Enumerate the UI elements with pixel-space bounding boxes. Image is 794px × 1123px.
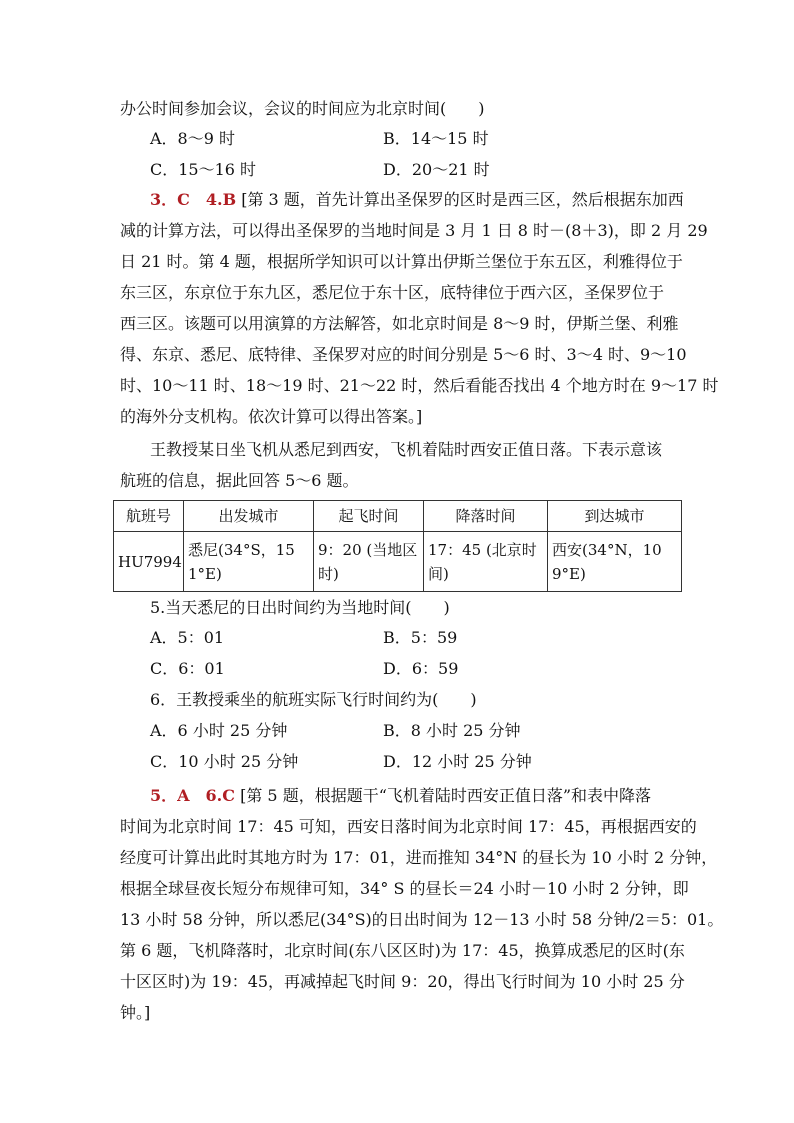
- explanation-line: 十区区时)为 19：45，再减掉起飞时间 9：20，得出飞行时间为 10 小时 25 分: [120, 972, 685, 991]
- answer-3-4-first-line: [150, 188, 710, 212]
- explanation-line: 13 小时 58 分钟，所以悉尼(34°S)的日出时间为 12－13 小时 58 分钟/2＝5：01。: [120, 910, 724, 929]
- departure-city-cell: 悉尼(34°S，151°E): [184, 532, 314, 592]
- q5-option-b: B．5：59: [383, 628, 458, 647]
- answer-5-6-first-line: [150, 784, 710, 808]
- explanation-line: 经度可计算出此时其地方时为 17：01，进而推知 34°N 的昼长为 10 小时 2 分钟，: [120, 848, 718, 867]
- arrival-city-cell: 西安(34°N，109°E): [548, 532, 682, 592]
- table-header-cell: 出发城市: [184, 501, 314, 532]
- explanation-line: 东三区，东京位于东九区，悉尼位于东十区，底特律位于西六区，圣保罗位于: [120, 283, 665, 302]
- question-4-stem: 办公时间参加会议，会议的时间应为北京时间( ): [120, 99, 485, 118]
- explanation-line: 根据全球昼夜长短分布规律可知，34° S 的昼长＝24 小时－10 小时 2 分钟，即: [120, 879, 689, 898]
- explanation-line: 第 6 题，飞机降落时，北京时间(东八区区时)为 17：45，换算成悉尼的区时(东: [120, 941, 685, 960]
- table-header-cell: 航班号: [114, 501, 184, 532]
- explanation-line: 的海外分支机构。依次计算可以得出答案。]: [120, 407, 423, 426]
- q6-option-d: D．12 小时 25 分钟: [383, 752, 532, 771]
- q4-option-d: D．20～21 时: [383, 160, 490, 179]
- table-header-cell: 起飞时间: [314, 501, 424, 532]
- arrival-time-cell: 17：45 (北京时间): [424, 532, 548, 592]
- intro-5-6-line: 航班的信息，据此回答 5～6 题。: [120, 471, 359, 490]
- explanation-line: [第 5 题，根据题干“飞机着陆时西安正值日落”和表中降落: [240, 786, 652, 805]
- flight-info-table: [113, 500, 682, 592]
- flight-number-cell: HU7994: [114, 532, 184, 592]
- explanation-line: 钟。]: [120, 1003, 151, 1022]
- q4-option-b: B．14～15 时: [383, 129, 489, 148]
- q4-option-c: C．15～16 时: [150, 160, 257, 179]
- explanation-line: 日 21 时。第 4 题，根据所学知识可以计算出伊斯兰堡位于东五区，利雅得位于: [120, 252, 683, 271]
- q4-option-a: A．8～9 时: [150, 129, 236, 148]
- explanation-line: 时、10～11 时、18～19 时、21～22 时，然后看能否找出 4 个地方时在 9～17 时: [120, 376, 719, 395]
- table-header-cell: 降落时间: [424, 501, 548, 532]
- table-header-cell: 到达城市: [548, 501, 682, 532]
- question-6-stem: 6．王教授乘坐的航班实际飞行时间约为( ): [150, 690, 477, 709]
- departure-time-cell: 9：20 (当地区时): [314, 532, 424, 592]
- answer-3-4-label: 3．C 4.B: [150, 190, 237, 209]
- q5-option-d: D．6：59: [383, 659, 459, 678]
- q6-option-a: A．6 小时 25 分钟: [150, 721, 288, 740]
- q5-option-a: A．5：01: [150, 628, 225, 647]
- question-5-stem: 5.当天悉尼的日出时间约为当地时间( ): [150, 598, 450, 617]
- table-row: [114, 532, 682, 592]
- explanation-line: [第 3 题，首先计算出圣保罗的区时是西三区，然后根据东加西: [241, 190, 684, 209]
- intro-5-6-line: 王教授某日坐飞机从悉尼到西安，飞机着陆时西安正值日落。下表示意该: [150, 440, 663, 459]
- explanation-line: 西三区。该题可以用演算的方法解答，如北京时间是 8～9 时，伊斯兰堡、利雅: [120, 314, 679, 333]
- explanation-line: 时间为北京时间 17：45 可知，西安日落时间为北京时间 17：45，再根据西安的: [120, 817, 697, 836]
- q6-option-b: B．8 小时 25 分钟: [383, 721, 521, 740]
- explanation-line: 减的计算方法，可以得出圣保罗的当地时间是 3 月 1 日 8 时－(8＋3)，即 2 月 29: [120, 221, 708, 240]
- answer-5-6-label: 5．A 6.C: [150, 786, 235, 805]
- q6-option-c: C．10 小时 25 分钟: [150, 752, 299, 771]
- explanation-line: 得、东京、悉尼、底特律、圣保罗对应的时间分别是 5～6 时、3～4 时、9～10: [120, 345, 687, 364]
- table-header-row: [114, 501, 682, 532]
- q5-option-c: C．6：01: [150, 659, 225, 678]
